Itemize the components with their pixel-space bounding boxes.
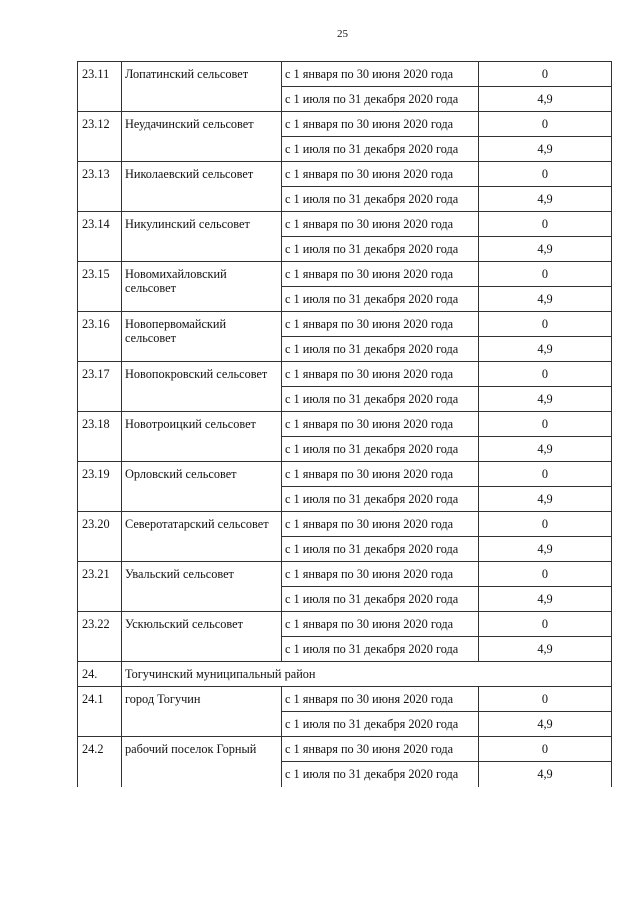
period-cell: с 1 января по 30 июня 2020 года bbox=[282, 312, 479, 337]
row-number: 23.18 bbox=[78, 412, 122, 462]
row-number: 23.22 bbox=[78, 612, 122, 662]
value-cell: 0 bbox=[479, 262, 612, 287]
value-cell: 4,9 bbox=[479, 87, 612, 112]
settlement-name: Новопервомайский сельсовет bbox=[122, 312, 282, 362]
period-cell: с 1 января по 30 июня 2020 года bbox=[282, 412, 479, 437]
row-number: 23.13 bbox=[78, 162, 122, 212]
value-cell: 0 bbox=[479, 412, 612, 437]
period-cell: с 1 января по 30 июня 2020 года bbox=[282, 62, 479, 87]
table-row bbox=[78, 262, 612, 287]
period-cell: с 1 июля по 31 декабря 2020 года bbox=[282, 487, 479, 512]
table-row bbox=[78, 212, 612, 237]
period-cell: с 1 июля по 31 декабря 2020 года bbox=[282, 587, 479, 612]
table-row bbox=[78, 462, 612, 487]
period-cell: с 1 января по 30 июня 2020 года bbox=[282, 462, 479, 487]
value-cell: 4,9 bbox=[479, 437, 612, 462]
value-cell: 4,9 bbox=[479, 137, 612, 162]
table-row bbox=[78, 112, 612, 137]
period-cell: с 1 июля по 31 декабря 2020 года bbox=[282, 237, 479, 262]
table-row bbox=[78, 412, 612, 437]
value-cell: 0 bbox=[479, 737, 612, 762]
settlement-name: Увальский сельсовет bbox=[122, 562, 282, 612]
settlement-name: Северотатарский сельсовет bbox=[122, 512, 282, 562]
table-row bbox=[78, 312, 612, 337]
value-cell: 4,9 bbox=[479, 287, 612, 312]
settlement-name: Новопокровский сельсовет bbox=[122, 362, 282, 412]
period-cell: с 1 января по 30 июня 2020 года bbox=[282, 737, 479, 762]
value-cell: 4,9 bbox=[479, 587, 612, 612]
row-number: 24.1 bbox=[78, 687, 122, 737]
row-number: 23.11 bbox=[78, 62, 122, 112]
settlement-name: Лопатинский сельсовет bbox=[122, 62, 282, 112]
value-cell: 0 bbox=[479, 62, 612, 87]
table-row bbox=[78, 62, 612, 87]
table-row bbox=[78, 562, 612, 587]
value-cell: 4,9 bbox=[479, 187, 612, 212]
period-cell: с 1 января по 30 июня 2020 года bbox=[282, 687, 479, 712]
value-cell: 4,9 bbox=[479, 637, 612, 662]
row-number: 23.19 bbox=[78, 462, 122, 512]
district-row bbox=[78, 662, 612, 687]
value-cell: 0 bbox=[479, 312, 612, 337]
row-number: 24.2 bbox=[78, 737, 122, 787]
settlement-name: Новотроицкий сельсовет bbox=[122, 412, 282, 462]
row-number: 24. bbox=[78, 662, 122, 687]
period-cell: с 1 июля по 31 декабря 2020 года bbox=[282, 637, 479, 662]
period-cell: с 1 июля по 31 декабря 2020 года bbox=[282, 287, 479, 312]
settlement-name: Орловский сельсовет bbox=[122, 462, 282, 512]
value-cell: 0 bbox=[479, 462, 612, 487]
row-number: 23.16 bbox=[78, 312, 122, 362]
period-cell: с 1 июля по 31 декабря 2020 года bbox=[282, 137, 479, 162]
settlement-name: Новомихайловский сельсовет bbox=[122, 262, 282, 312]
period-cell: с 1 января по 30 июня 2020 года bbox=[282, 512, 479, 537]
value-cell: 0 bbox=[479, 362, 612, 387]
row-number: 23.21 bbox=[78, 562, 122, 612]
row-number: 23.15 bbox=[78, 262, 122, 312]
period-cell: с 1 января по 30 июня 2020 года bbox=[282, 212, 479, 237]
page-number: 25 bbox=[337, 28, 348, 40]
value-cell: 4,9 bbox=[479, 537, 612, 562]
value-cell: 4,9 bbox=[479, 487, 612, 512]
value-cell: 0 bbox=[479, 112, 612, 137]
settlement-name: Никулинский сельсовет bbox=[122, 212, 282, 262]
table-body bbox=[78, 62, 612, 787]
value-cell: 0 bbox=[479, 162, 612, 187]
table-row bbox=[78, 737, 612, 762]
period-cell: с 1 июля по 31 декабря 2020 года bbox=[282, 712, 479, 737]
table-row bbox=[78, 362, 612, 387]
table-row bbox=[78, 162, 612, 187]
period-cell: с 1 июля по 31 декабря 2020 года bbox=[282, 87, 479, 112]
value-cell: 0 bbox=[479, 612, 612, 637]
row-number: 23.17 bbox=[78, 362, 122, 412]
period-cell: с 1 июля по 31 декабря 2020 года bbox=[282, 187, 479, 212]
value-cell: 0 bbox=[479, 562, 612, 587]
settlement-name: Николаевский сельсовет bbox=[122, 162, 282, 212]
settlement-name: Неудачинский сельсовет bbox=[122, 112, 282, 162]
period-cell: с 1 января по 30 июня 2020 года bbox=[282, 112, 479, 137]
value-cell: 4,9 bbox=[479, 387, 612, 412]
rates-table bbox=[77, 61, 612, 787]
settlement-name: Ускюльский сельсовет bbox=[122, 612, 282, 662]
value-cell: 4,9 bbox=[479, 762, 612, 787]
period-cell: с 1 июля по 31 декабря 2020 года bbox=[282, 337, 479, 362]
table-row bbox=[78, 687, 612, 712]
period-cell: с 1 июля по 31 декабря 2020 года bbox=[282, 537, 479, 562]
period-cell: с 1 января по 30 июня 2020 года bbox=[282, 362, 479, 387]
settlement-name: город Тогучин bbox=[122, 687, 282, 737]
value-cell: 4,9 bbox=[479, 712, 612, 737]
row-number: 23.20 bbox=[78, 512, 122, 562]
settlement-name: рабочий поселок Горный bbox=[122, 737, 282, 787]
value-cell: 4,9 bbox=[479, 337, 612, 362]
period-cell: с 1 июля по 31 декабря 2020 года bbox=[282, 762, 479, 787]
period-cell: с 1 января по 30 июня 2020 года bbox=[282, 612, 479, 637]
value-cell: 0 bbox=[479, 212, 612, 237]
period-cell: с 1 июля по 31 декабря 2020 года bbox=[282, 437, 479, 462]
row-number: 23.12 bbox=[78, 112, 122, 162]
value-cell: 0 bbox=[479, 512, 612, 537]
district-name: Тогучинский муниципальный район bbox=[122, 662, 612, 687]
row-number: 23.14 bbox=[78, 212, 122, 262]
table-row bbox=[78, 512, 612, 537]
period-cell: с 1 января по 30 июня 2020 года bbox=[282, 162, 479, 187]
table-row bbox=[78, 612, 612, 637]
period-cell: с 1 января по 30 июня 2020 года bbox=[282, 562, 479, 587]
period-cell: с 1 января по 30 июня 2020 года bbox=[282, 262, 479, 287]
period-cell: с 1 июля по 31 декабря 2020 года bbox=[282, 387, 479, 412]
value-cell: 4,9 bbox=[479, 237, 612, 262]
value-cell: 0 bbox=[479, 687, 612, 712]
